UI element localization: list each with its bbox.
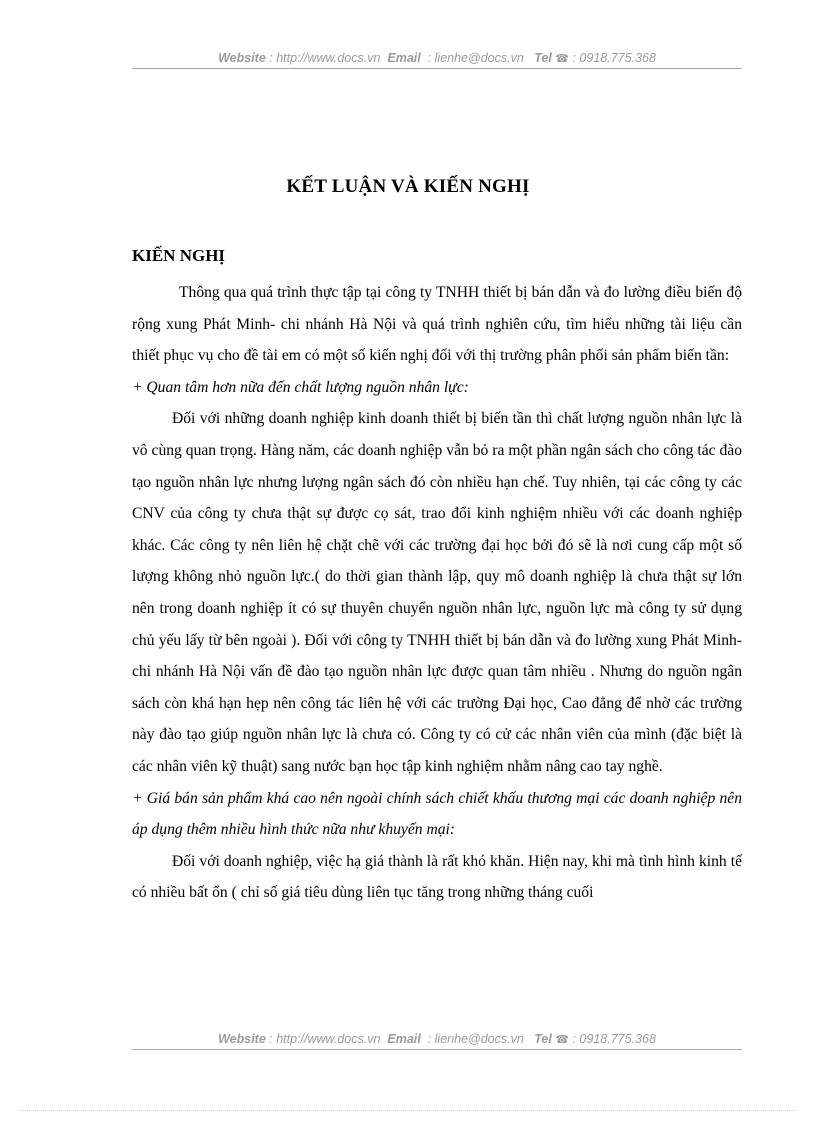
- footer-website-label: Website: [218, 1032, 266, 1046]
- footer-phone-icon: ☎: [555, 1034, 569, 1046]
- footer-email-value[interactable]: : lienhe@docs.vn: [427, 1032, 524, 1046]
- footer-website-url[interactable]: : http://www.docs.vn: [269, 1032, 381, 1046]
- section-heading: KIẾN NGHỊ: [132, 246, 226, 265]
- page-title: KẾT LUẬN VÀ KIẾN NGHỊ: [286, 176, 530, 197]
- point1-paragraph: Đối với những doanh nghiệp kinh doanh thiết bị biến tần thì chất lượng nguồn nhân lực là vô cùng quan trọng. Hàng năm, các doanh nghiệp vẫn bỏ ra một phần ngân sách cho công tác đào tạo nguồn nhân lực nhưng lượng ngân sách đó còn nhiều hạn chế. Tuy nhiên, tại các công ty các CNV của công ty chưa thật sự được cọ sát, trao đổi kinh nghiệm nhiều với các doanh nghiệp khác. Các công ty nên liên hệ chặt chẽ với các trường đại học bởi đó sẽ là nơi cung cấp một số lượng không nhỏ nguồn lực.( do thời gian thành lập, quy mô doanh nghiệp là chưa thật sự lớn nên trong doanh nghiệp ít có sự thuyên chuyển nguồn nhân lực, nguồn lực mà công ty sử dụng chủ yếu lấy từ bên ngoài ). Đối với công ty TNHH thiết bị bán dẫn và đo lường xung Phát Minh- chi nhánh Hà Nội vấn đề đào tạo nguồn nhân lực được quan tâm nhiều . Nhưng do nguồn ngân sách còn khá hạn hẹp nên công tác liên hệ với các trường Đại học, Cao đẳng để nhờ các trường này đào tạo giúp nguồn nhân lực là chưa có. Công ty có cử các nhân viên của mình (đặc biệt là các nhân viên kỹ thuật) sang nước bạn học tập kinh nghiệm nhằm nâng cao tay nghề.: [132, 410, 742, 775]
- page-footer: [132, 1032, 742, 1050]
- page-header: [132, 51, 742, 69]
- intro-paragraph: Thông qua quá trình thực tập tại công ty TNHH thiết bị bán dẫn và đo lường điều biến độ rộng xung Phát Minh- chi nhánh Hà Nội và quá trình nghiên cứu, tìm hiểu những tài liệu cần thiết phục vụ cho đề tài em có một số kiến nghị đối với thị trường phân phối sản phẩm biến tần:: [132, 284, 742, 365]
- page-bottom-edge: [20, 1110, 796, 1111]
- website-label: Website: [218, 51, 266, 65]
- document-body: [132, 277, 742, 909]
- point2-paragraph: Đối với doanh nghiệp, việc hạ giá thành là rất khó khăn. Hiện nay, khi mà tình hình kinh tế có nhiều bất ổn ( chỉ số giá tiêu dùng liên tục tăng trong những tháng cuối: [132, 852, 742, 902]
- tel-value: : 0918.775.368: [572, 51, 656, 65]
- phone-icon: ☎: [555, 53, 569, 65]
- email-value[interactable]: : lienhe@docs.vn: [427, 51, 524, 65]
- footer-tel-label: Tel: [534, 1032, 552, 1046]
- footer-email-label: Email: [387, 1032, 421, 1046]
- tel-label: Tel: [534, 51, 552, 65]
- point2-heading: + Giá bán sản phẩm khá cao nên ngoài chính sách chiết khấu thương mại các doanh nghiệp nên áp dụng thêm nhiều hình thức nữa như khuyến mại:: [132, 789, 742, 839]
- footer-tel-value: : 0918.775.368: [572, 1032, 656, 1046]
- email-label: Email: [387, 51, 421, 65]
- website-url[interactable]: : http://www.docs.vn: [269, 51, 381, 65]
- point1-heading: + Quan tâm hơn nữa đến chất lượng nguồn nhân lực:: [132, 378, 469, 396]
